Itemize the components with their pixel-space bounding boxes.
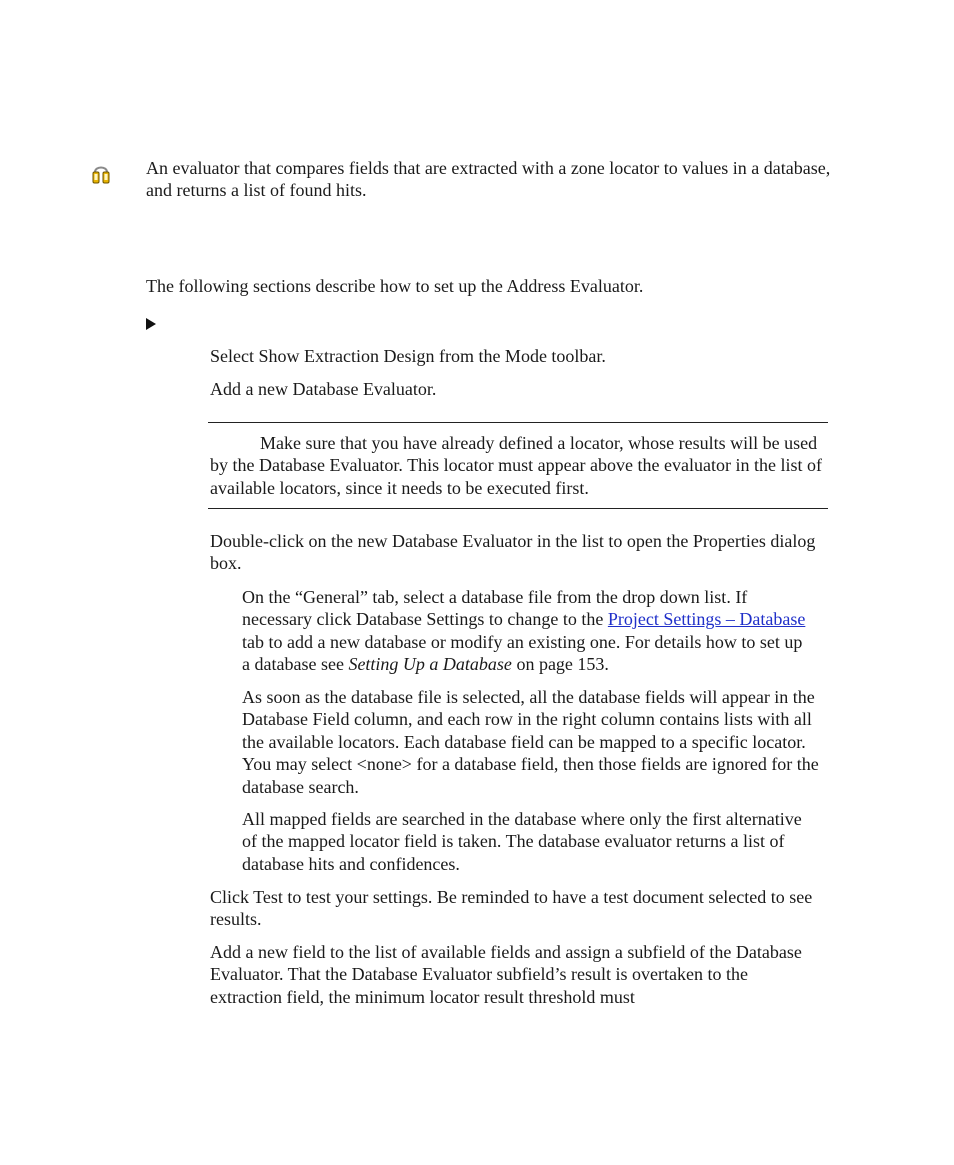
sections-intro: The following sections describe how to set up the Address Evaluator.: [146, 276, 644, 296]
step-1: Select Show Extraction Design from the Mode toolbar.: [210, 346, 606, 366]
substep-1-pre: On the “General” tab, select a database file from the drop down list. If necessary click Database Settings to change to the: [242, 587, 748, 630]
step-3-substep-1: [242, 586, 812, 676]
note-text: Make sure that you have already defined a locator, whose results will be used by the Database Evaluator. This locator must appear above the evaluator in the list of available locators, since it needs to be executed first.: [210, 433, 822, 498]
project-settings-database-link[interactable]: Project Settings – Database: [607, 609, 806, 630]
step-3-substep-3: All mapped fields are searched in the database where only the first alternative of the mapped locator field is taken. The database evaluator returns a list of database hits and confidences.: [242, 809, 802, 874]
substep-1-post: on page 153.: [511, 654, 609, 675]
step-5: Add a new field to the list of available fields and assign a subfield of the Database Evaluator. That the Database Evaluator subfield’s result is overtaken to the extraction field, the minimum locator result threshold must: [210, 942, 802, 1007]
step-2: Add a new Database Evaluator.: [210, 379, 437, 399]
step-4: Click Test to test your settings. Be reminded to have a test document selected to see results.: [210, 887, 813, 930]
evaluator-description: An evaluator that compares fields that are extracted with a zone locator to values in a database, and returns a list of found hits.: [146, 158, 831, 201]
triangle-right-icon: [146, 318, 156, 330]
database-evaluator-icon: [90, 164, 112, 186]
cross-reference: Setting Up a Database: [348, 654, 512, 675]
step-3-substep-2: As soon as the database file is selected, all the database fields will appear in the Database Field column, and each row in the right column contains lists with all the available locators. Each database field can be mapped to a specific locator. You may select <none> for a database field, then those fields are ignored for the database search.: [242, 687, 819, 797]
note-top-rule: [208, 422, 828, 423]
step-3: Double-click on the new Database Evaluator in the list to open the Properties dialog box.: [210, 531, 816, 574]
substep-1-mid: tab to add a new database or modify an existing one. For details how to set up a database see: [242, 631, 803, 675]
note-bottom-rule: [208, 508, 828, 509]
